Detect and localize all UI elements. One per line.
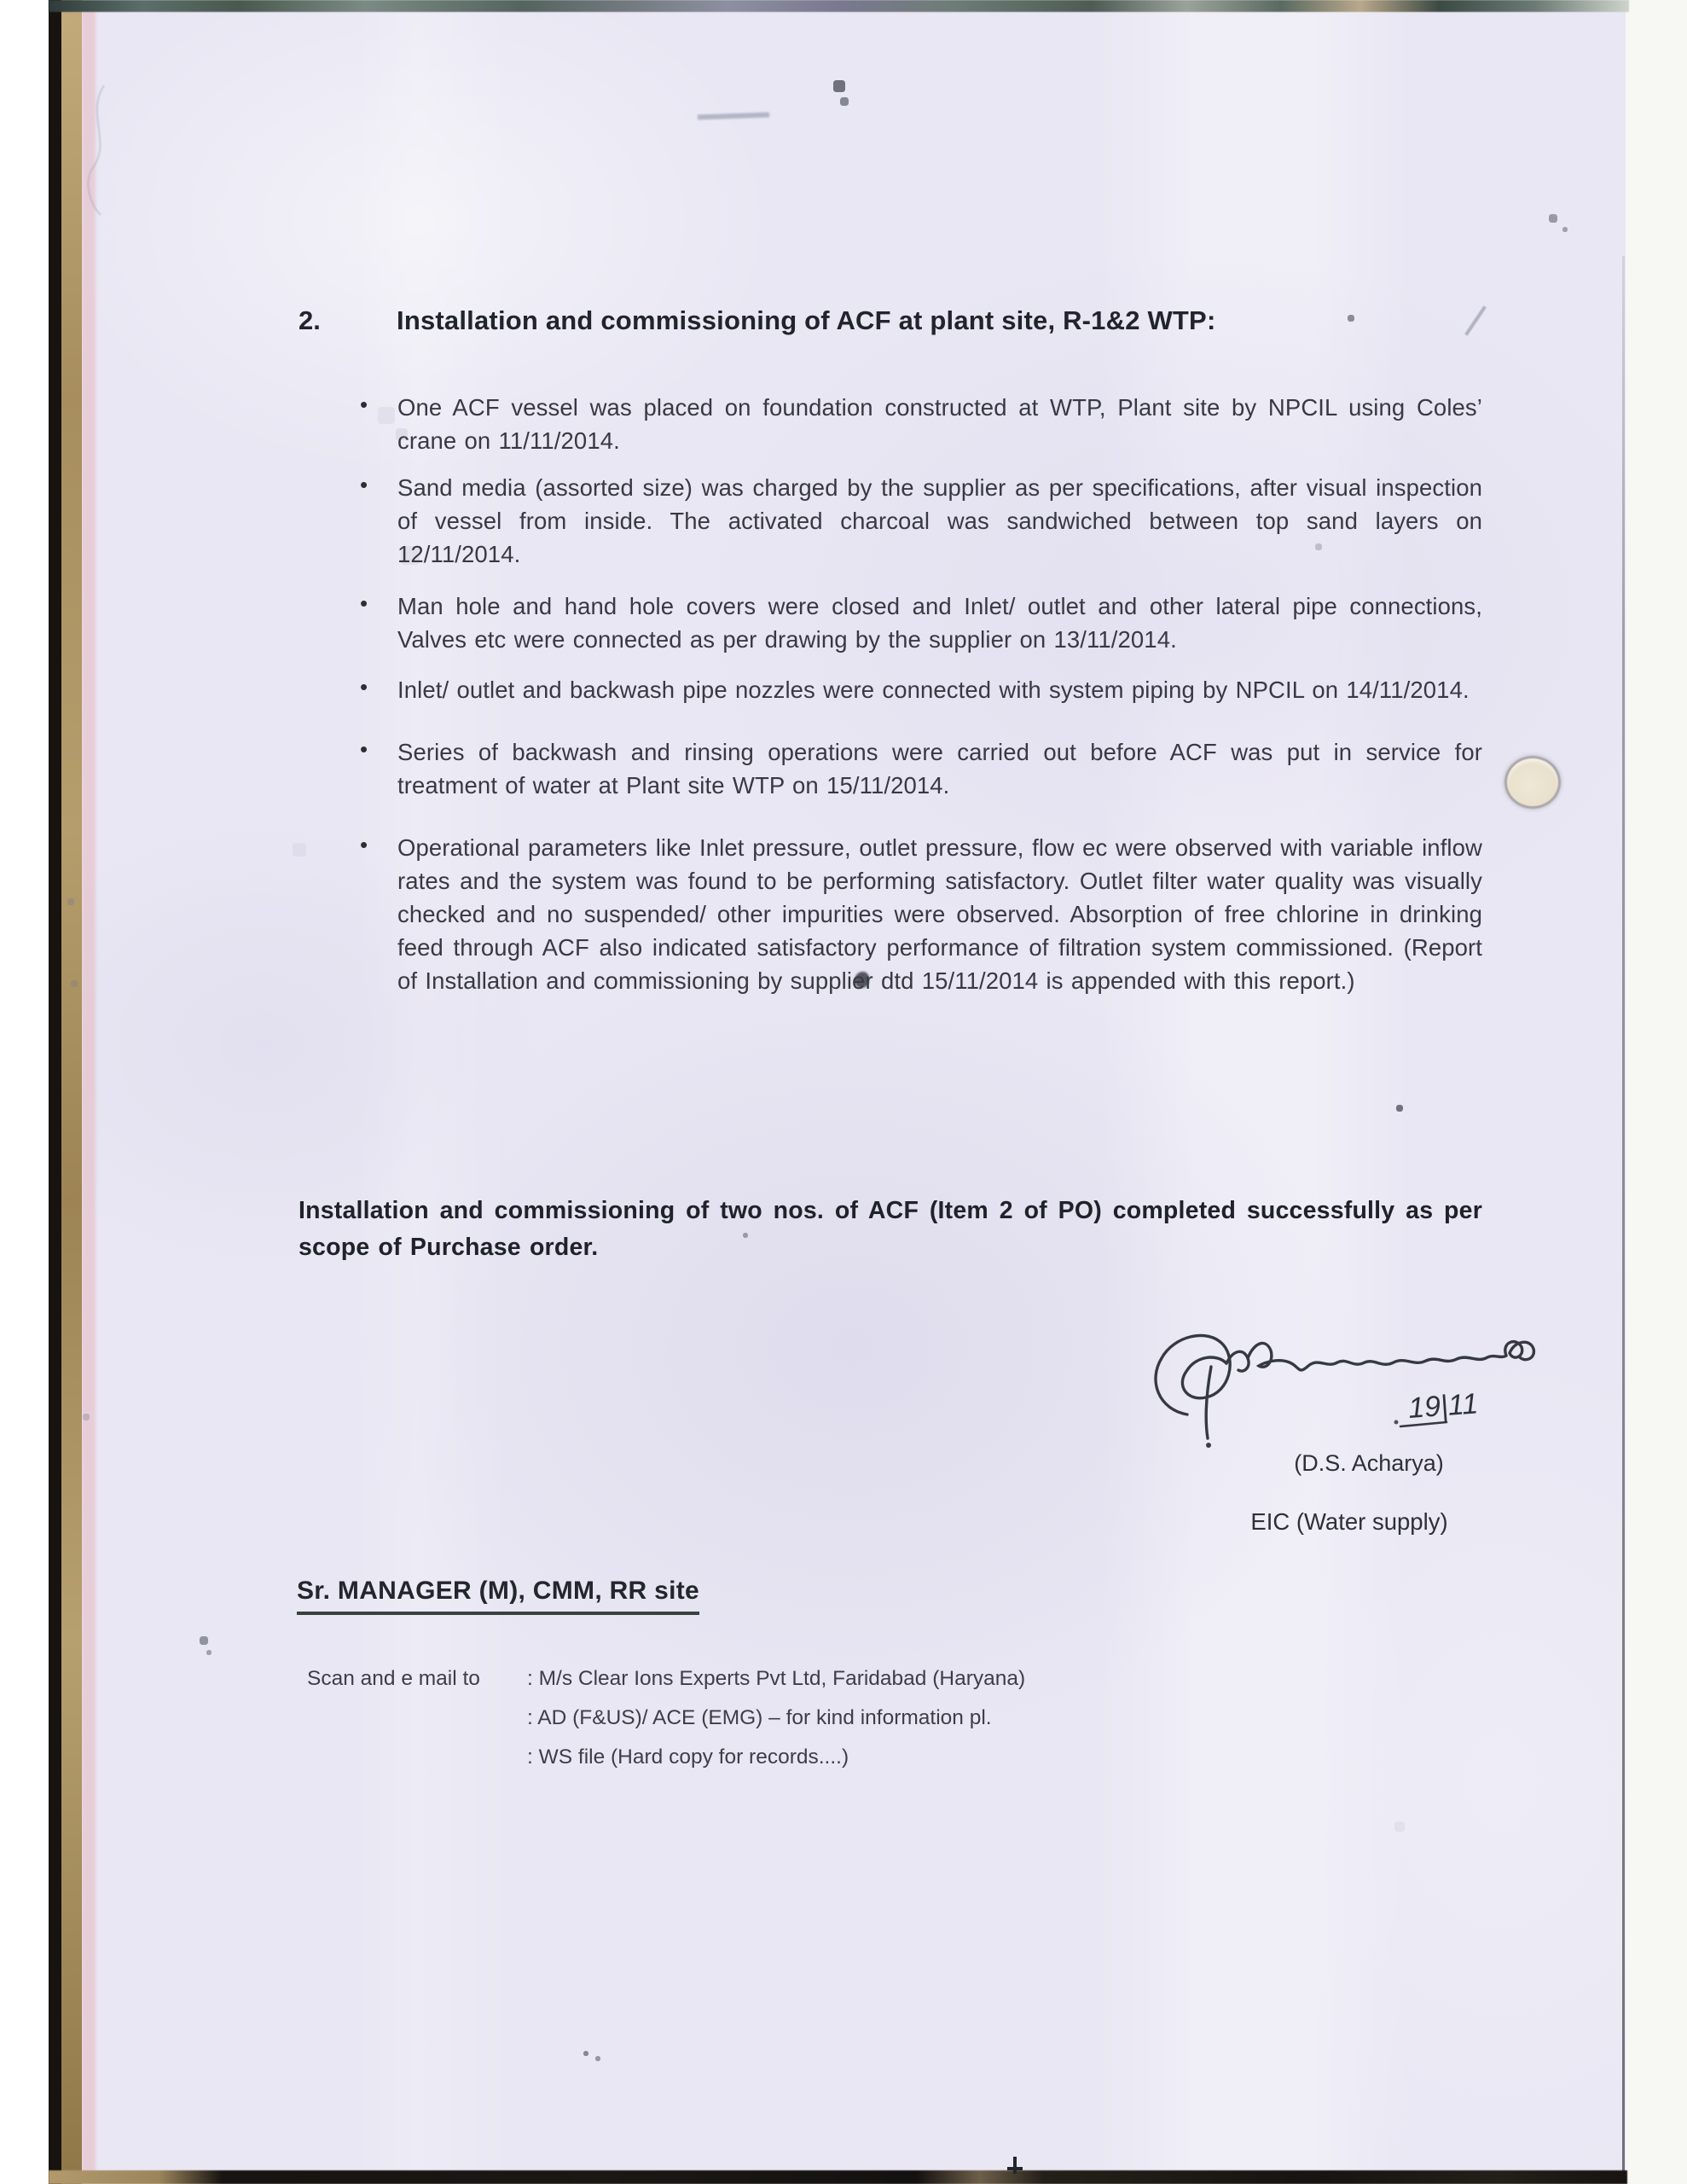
bullet-text: One ACF vessel was placed on foundation constructed at WTP, Plant site by NPCIL using Coles’ crane on 11/11/2014. [397, 394, 1482, 454]
distribution-row [307, 1699, 1025, 1738]
signatory-name: (D.S. Acharya) [1294, 1450, 1444, 1476]
addressee-line: Sr. MANAGER (M), CMM, RR site [297, 1577, 699, 1615]
section-heading: Installation and commissioning of ACF at plant site, R-1&2 WTP: [397, 305, 1216, 335]
bullet-item [358, 735, 1482, 802]
bullet-icon: • [360, 674, 368, 700]
scanner-margin-right [1626, 0, 1687, 2184]
bullet-text: Inlet/ outlet and backwash pipe nozzles were connected with system piping by NPCIL on 14/11/2014. [397, 677, 1470, 703]
distribution-row [307, 1659, 1025, 1699]
scan-edge-top-strip [49, 0, 1629, 12]
scan-edge-tan-strip [61, 0, 82, 2184]
handwritten-date: 19|11 [1406, 1387, 1480, 1425]
scan-noise-speckles [0, 0, 2, 2]
bottom-registration-mark [1007, 2167, 1023, 2170]
completion-statement: Installation and commissioning of two nos. of ACF (Item 2 of PO) completed successfully as per scope of Purchase order. [299, 1197, 1482, 1261]
scanner-margin-left [0, 0, 49, 2184]
distribution-list [307, 1659, 1025, 1777]
bullet-icon: • [360, 736, 368, 762]
bullet-item [358, 673, 1482, 706]
distribution-label: Scan and e mail to [307, 1667, 480, 1690]
bullet-icon: • [360, 832, 368, 857]
signature-image [1143, 1314, 1552, 1463]
bullet-icon: • [360, 590, 368, 616]
distribution-item: : WS file (Hard copy for records....) [527, 1745, 849, 1769]
bullet-icon: • [360, 392, 368, 417]
paper-left-tint [82, 3, 96, 2172]
bullet-text: Man hole and hand hole covers were closed and Inlet/ outlet and other lateral pipe connections, Valves etc were connected as per drawing by the supplier on 13/11/2014. [397, 593, 1482, 653]
distribution-item: : M/s Clear Ions Experts Pvt Ltd, Faridabad (Haryana) [527, 1667, 1026, 1690]
bullet-item [358, 471, 1482, 571]
scan-edge-black-strip [49, 0, 61, 2184]
distribution-label-spacer [307, 1738, 527, 1777]
bullet-text: Series of backwash and rinsing operations were carried out before ACF was put in service for treatment of water at Plant site WTP on 15/11/2014. [397, 739, 1482, 799]
distribution-label-spacer [307, 1699, 527, 1738]
bullet-list [358, 391, 1482, 997]
section-number: 2. [299, 305, 321, 335]
pencil-smudge-left-margin [75, 78, 135, 224]
bottom-registration-mark [1013, 2157, 1017, 2174]
punch-hole [1504, 756, 1561, 809]
scan-edge-bottom-strip [49, 2170, 1627, 2184]
distribution-item: : AD (F&US)/ ACE (EMG) – for kind information pl. [527, 1706, 992, 1729]
distribution-row [307, 1738, 1025, 1777]
bullet-item [358, 831, 1482, 997]
bullet-item [358, 590, 1482, 656]
paper-right-edge-line [1622, 256, 1625, 2172]
signatory-designation: EIC (Water supply) [1250, 1508, 1448, 1535]
bullet-text: Sand media (assorted size) was charged by the supplier as per specifications, after visual inspection of vessel from inside. The activated charcoal was sandwiched between top sand layers on 12/11/2014. [397, 474, 1482, 567]
bullet-text: Operational parameters like Inlet pressure, outlet pressure, flow ec were observed with variable inflow rates and the system was found to be performing satisfactory. Outlet filter water quality was visually checked and no suspended/ other impurities were observed. Absorption of free chlorine in drinking feed through ACF also indicated satisfactory performance of filtration system commissioned. (Report of Installation and commissioning by supplier dtd 15/11/2014 is appended with this report.) [397, 834, 1482, 994]
bullet-item [358, 391, 1482, 457]
bullet-icon: • [360, 472, 368, 497]
